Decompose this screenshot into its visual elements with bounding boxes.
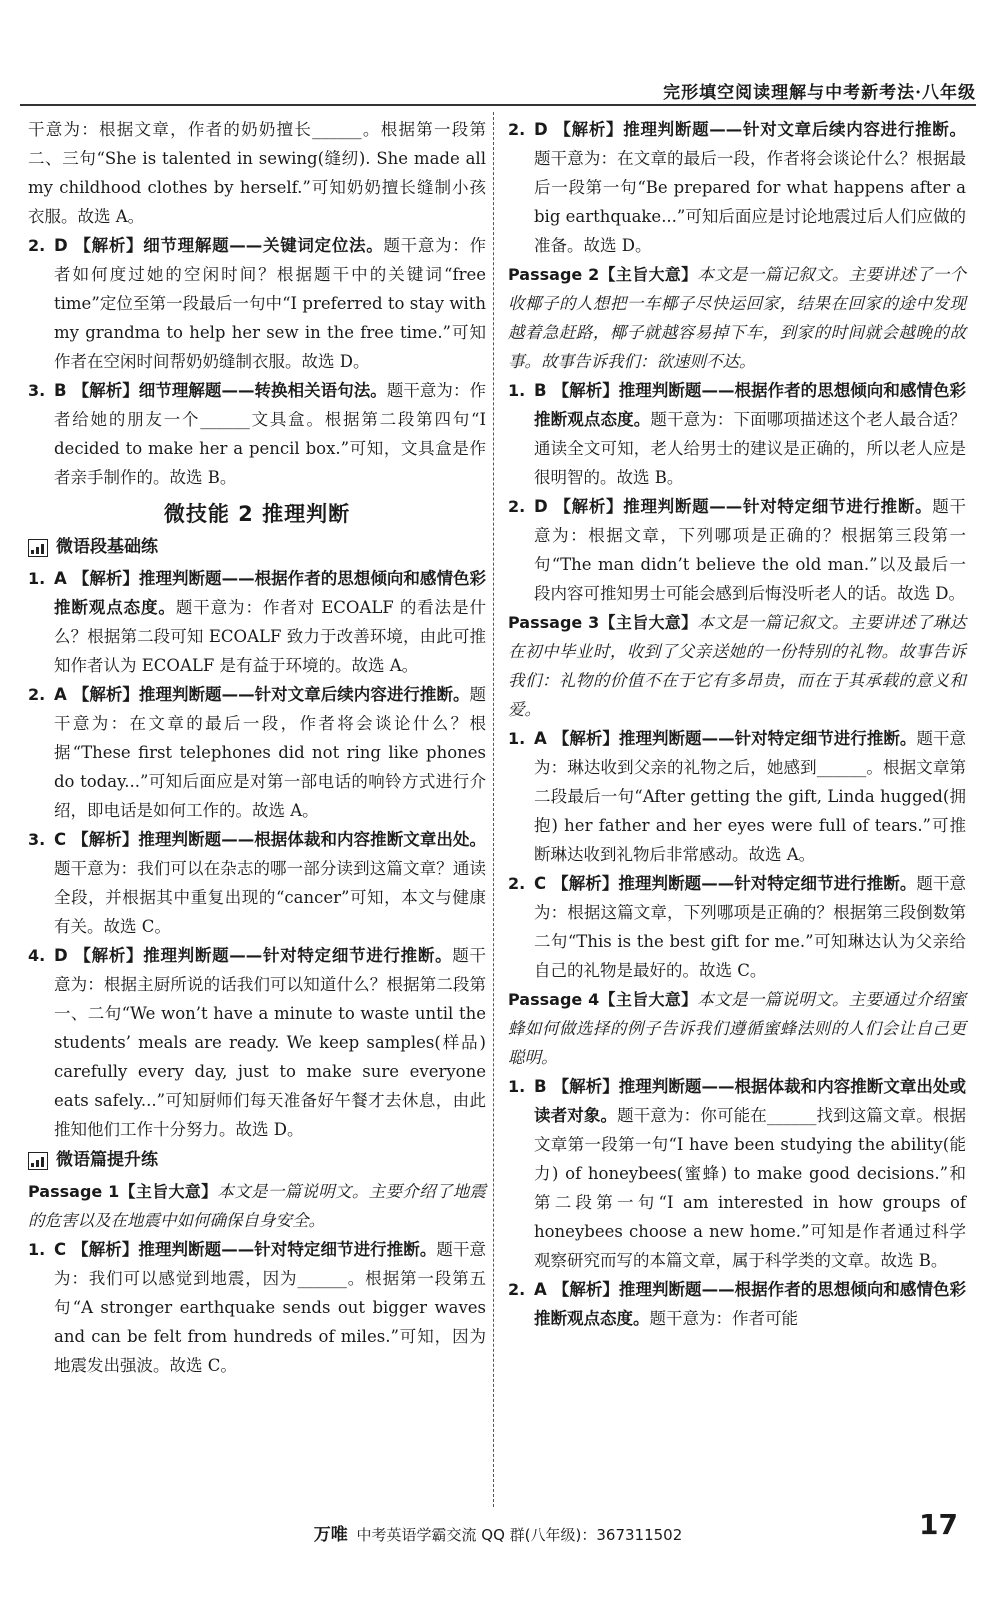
analysis-tag: 【解析】推理判断题——根据作者的思想倾向和感情色彩推断观点态度。 <box>534 1280 966 1328</box>
analysis-text: 题干意为：你可能在______找到这篇文章。根据文章第一段第一句“I have been studying the ability(能力) of honeybees(蜜蜂) to make good decisions.”和第二段第一句“I am interested in how groups of honeybees choose a new home.”可知是作者通过科学观察研究而写的本篇文章，属于科学类的文章。故选 B。 <box>534 1106 967 1270</box>
analysis-text: 题干意为：下面哪项描述这个老人最合适？通读全文可知，老人给男士的建议是正确的，所以老人应是很明智的。故选 B。 <box>534 410 967 487</box>
answer-item <box>28 376 486 492</box>
item-number: 1. <box>508 729 526 748</box>
passage-summary-text: 本文是一篇说明文。主要介绍了地震的危害以及在地震中如何确保自身安全。 <box>28 1182 487 1230</box>
answer-option: C <box>534 874 547 893</box>
item-number: 3. <box>28 830 46 849</box>
left-intro-text: 干意为：根据文章，作者的奶奶擅长______。根据第一段第二、三句“She is talented in sewing(缝纫). She made all my childhood clothes by herself.”可知奶奶擅长缝制小孩衣服。故选 A。 <box>28 120 486 226</box>
analysis-text: 题干意为：我们可以在杂志的哪一部分读到这篇文章？通读全段，并根据其中重复出现的“cancer”可知，本文与健康有关。故选 C。 <box>54 859 486 936</box>
analysis-tag: 【解析】推理判断题——针对特定细节进行推断。 <box>552 729 917 748</box>
item-number: 2. <box>508 1280 526 1299</box>
passage-label: Passage 2【主旨大意】 <box>508 265 698 284</box>
answer-item <box>28 564 486 680</box>
answer-item <box>508 376 966 492</box>
bar-chart-icon <box>28 539 48 557</box>
subsection-basic-practice <box>28 533 486 562</box>
item-number: 3. <box>28 381 46 400</box>
analysis-tag: 【解析】细节理解题——转换相关语句法。 <box>72 381 387 400</box>
section-title: 微技能 2 推理判断 <box>163 502 351 526</box>
item-number: 1. <box>508 1077 526 1096</box>
analysis-text: 题干意为：在文章的最后一段，作者将会谈论什么？根据“These first telephones did not ring like phones do today...”可知后面应是对第一部电话的响铃方式进行介绍，即电话是如何工作的。故选 A。 <box>54 685 486 820</box>
right-column <box>508 115 966 1333</box>
answer-option: A <box>534 1280 547 1299</box>
answer-option: A <box>534 729 547 748</box>
analysis-text: 题干意为：琳达收到父亲的礼物之后，她感到______。根据文章第二段最后一句“After getting the gift, Linda hugged(拥抱) her father and her eyes were full of tears.”可推断琳达收到礼物后非常感动。故选 A。 <box>534 729 967 864</box>
footer <box>0 1520 996 1545</box>
answer-item <box>28 680 486 825</box>
subsection-label: 微语篇提升练 <box>56 1150 158 1170</box>
analysis-text: 题干意为：根据文章，下列哪项是正确的？根据第三段第一句“The man didn’t believe the old man.”以及最后一段内容可推知男士可能会感到后悔没听老人的话。故选 D。 <box>534 497 967 603</box>
bar-chart-icon <box>28 1152 48 1170</box>
item-number: 2. <box>508 497 526 516</box>
answer-option: A <box>54 685 67 704</box>
analysis-tag: 【解析】推理判断题——针对特定细节进行推断。 <box>552 874 917 893</box>
item-number: 2. <box>28 685 46 704</box>
answer-option: C <box>54 1240 67 1259</box>
item-number: 1. <box>28 1240 46 1259</box>
subsection-advanced-practice <box>28 1146 486 1175</box>
analysis-tag: 【解析】推理判断题——根据体裁和内容推断文章出处。 <box>72 830 486 849</box>
answer-item <box>28 941 486 1144</box>
answer-item <box>508 724 966 869</box>
page-number: 17 <box>919 1508 958 1541</box>
analysis-tag: 【解析】推理判断题——针对文章后续内容进行推断。 <box>72 685 470 704</box>
analysis-text: 题干意为：作者给她的朋友一个______文具盒。根据第二段第四句“I decided to make her a pencil box.”可知，文具盒是作者亲手制作的。故选 B。 <box>54 381 487 487</box>
passage-summary-text: 本文是一篇说明文。主要通过介绍蜜蜂如何做选择的例子告诉我们遵循蜜蜂法则的人们会让自己更聪明。 <box>508 990 967 1067</box>
item-number: 4. <box>28 946 46 965</box>
answer-option: C <box>54 830 67 849</box>
item-number: 1. <box>508 381 526 400</box>
answer-option: B <box>534 381 547 400</box>
passage-label: Passage 1【主旨大意】 <box>28 1182 218 1201</box>
footer-text: 中考英语学霸交流 QQ 群(八年级)：367311502 <box>356 1526 683 1544</box>
answer-item <box>508 115 966 260</box>
item-number: 2. <box>28 236 46 255</box>
item-number: 2. <box>508 120 526 139</box>
analysis-tag: 【解析】推理判断题——针对文章后续内容进行推断。 <box>553 120 966 139</box>
header-rule <box>20 104 976 106</box>
passage-summary-text: 本文是一篇记叙文。主要讲述了琳达在初中毕业时，收到了父亲送她的一份特别的礼物。故事告诉我们：礼物的价值不在于它有多昂贵，而在于其承载的意义和爱。 <box>508 613 967 719</box>
subsection-label: 微语段基础练 <box>56 537 158 557</box>
left-items-2 <box>28 564 486 1144</box>
passage-summary <box>508 260 966 376</box>
answer-option: D <box>54 946 68 965</box>
answer-item <box>28 231 486 376</box>
analysis-tag: 【解析】推理判断题——针对特定细节进行推断。 <box>553 497 933 516</box>
answer-item <box>508 1275 966 1333</box>
answer-item <box>508 1072 966 1275</box>
analysis-tag: 【解析】推理判断题——根据体裁和内容推断文章出处或读者对象。 <box>534 1077 966 1125</box>
analysis-text: 题干意为：我们可以感觉到地震，因为______。根据第一段第五句“A stronger earthquake sends out bigger waves and can be felt from hundreds of miles.”可知，因为地震发出强波。故选 C。 <box>54 1240 487 1375</box>
answer-item <box>508 492 966 608</box>
analysis-text: 题干意为：作者对 ECOALF 的看法是什么？根据第二段可知 ECOALF 致力于改善环境，由此可推知作者认为 ECOALF 是有益于环境的。故选 A。 <box>54 598 486 675</box>
answer-option: B <box>54 381 67 400</box>
passage-label: Passage 3【主旨大意】 <box>508 613 698 632</box>
analysis-tag: 【解析】推理判断题——根据作者的思想倾向和感情色彩推断观点态度。 <box>534 381 966 429</box>
column-divider <box>493 112 494 1507</box>
answer-item <box>28 825 486 941</box>
passage-summary <box>508 985 966 1072</box>
analysis-tag: 【解析】细节理解题——关键词定位法。 <box>73 236 384 255</box>
passage-summary <box>28 1177 486 1235</box>
passage-summary <box>508 608 966 724</box>
left-column <box>28 115 486 1380</box>
analysis-text: 题干意为：根据这篇文章，下列哪项是正确的？根据第三段倒数第二句“This is the best gift for me.”可知琳达认为父亲给自己的礼物是最好的。故选 C。 <box>534 874 967 980</box>
answer-option: D <box>54 236 68 255</box>
analysis-tag: 【解析】推理判断题——针对特定细节进行推断。 <box>73 946 453 965</box>
left-items-3 <box>28 1235 486 1380</box>
answer-item <box>508 869 966 985</box>
analysis-text: 题干意为：根据主厨所说的话我们可以知道什么？根据第二段第一、二句“We won’t have a minute to waste until the students’ meals are ready. We keep samples(样品) carefully every day, just to make sure everyone eats safely...”可知厨师们每天准备好午餐才去休息，由此推知他们工作十分努力。故选 D。 <box>54 946 487 1139</box>
analysis-tag: 【解析】推理判断题——根据作者的思想倾向和感情色彩推断观点态度。 <box>54 569 486 617</box>
analysis-text: 题干意为：在文章的最后一段，作者将会谈论什么？根据最后一段第一句“Be prepared for what happens after a big earthquake...”可知后面应是讨论地震过后人们应做的准备。故选 D。 <box>534 149 966 255</box>
answer-option: B <box>534 1077 547 1096</box>
item-number: 2. <box>508 874 526 893</box>
answer-option: A <box>54 569 67 588</box>
passage-summary-text: 本文是一篇记叙文。主要讲述了一个收椰子的人想把一车椰子尽快运回家，结果在回家的途中发现越着急赶路，椰子就越容易掉下车，到家的时间就会越晚的故事。故事告诉我们：欲速则不达。 <box>508 265 967 371</box>
left-items-1 <box>28 231 486 492</box>
analysis-text: 题干意为：作者如何度过她的空闲时间？根据题干中的关键词“free time”定位至第一段最后一句中“I preferred to stay with my grandma to help her sew in the free time.”可知作者在空闲时间帮奶奶缝制衣服。故选 D。 <box>54 236 487 371</box>
book-title-header: 完形填空阅读理解与中考新考法·八年级 <box>663 83 976 103</box>
answer-item <box>28 1235 486 1380</box>
analysis-text: 题干意为：作者可能 <box>649 1309 798 1328</box>
passage-label: Passage 4【主旨大意】 <box>508 990 698 1009</box>
analysis-tag: 【解析】推理判断题——针对特定细节进行推断。 <box>72 1240 437 1259</box>
item-number: 1. <box>28 569 46 588</box>
answer-option: D <box>534 497 548 516</box>
answer-option: D <box>534 120 548 139</box>
brand-logo: 万唯 <box>313 1525 348 1545</box>
